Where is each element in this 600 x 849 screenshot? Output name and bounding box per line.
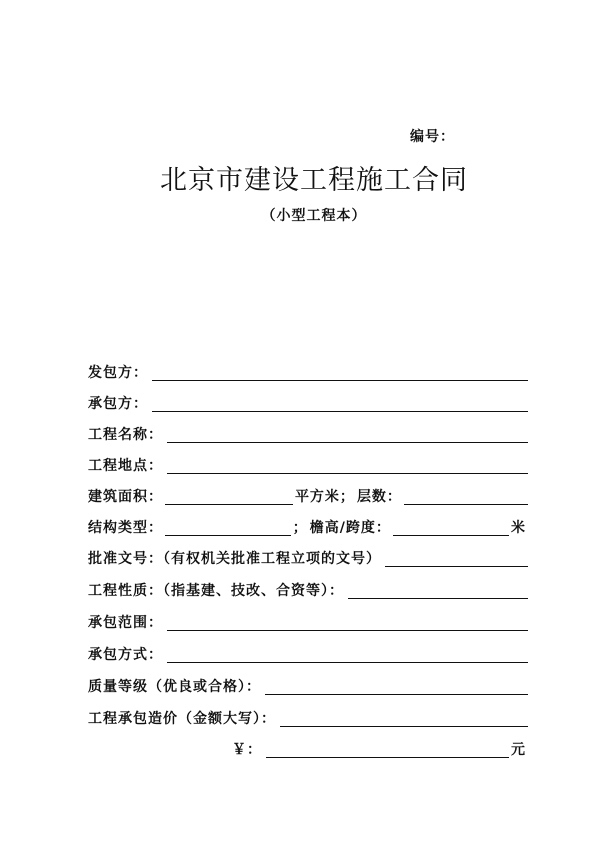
floors-label: 层数： [356,489,402,505]
price-field[interactable] [280,708,528,727]
project-location-field[interactable] [167,455,528,474]
floors-field[interactable] [404,486,528,505]
area-unit-label: 平方米； [294,489,355,505]
scope-row [88,611,528,631]
project-name-row [88,423,528,443]
scope-field[interactable] [167,612,528,631]
mode-field[interactable] [167,644,528,663]
building-area-label: 建筑面积： [88,489,163,505]
quality-field[interactable] [265,676,528,695]
structure-type-label: 结构类型： [88,520,163,536]
price-row [88,707,528,727]
mode-label: 承包方式： [88,647,163,663]
project-location-row [88,454,528,474]
eave-span-label: 檐高/跨度： [309,520,391,536]
meter-unit-label: 米 [511,520,526,536]
project-name-field[interactable] [167,424,528,443]
price-figure-field[interactable] [266,739,509,758]
structure-type-field[interactable] [165,517,291,536]
building-area-row [88,485,528,505]
approval-doc-row [88,547,528,567]
building-area-field[interactable] [165,486,293,505]
project-name-label: 工程名称： [88,427,163,443]
contractor-label: 承包方： [88,396,148,412]
price-figure-row [232,738,528,758]
approval-doc-label: 批准文号：（有权机关批准工程立项的文号） [88,551,381,567]
eave-span-field[interactable] [393,517,509,536]
structure-type-row [88,516,528,536]
document-title: 北京市建设工程施工合同 [160,165,468,196]
document-subtitle: （小型工程本） [261,208,367,224]
approval-doc-field[interactable] [385,548,528,567]
project-nature-label: 工程性质：（指基建、技改、合资等）： [88,583,344,599]
employer-field[interactable] [152,362,528,381]
employer-label: 发包方： [88,365,148,381]
mode-row [88,643,528,663]
project-nature-row [88,579,528,599]
scope-label: 承包范围： [88,615,163,631]
price-label: 工程承包造价（金额大写）： [88,711,276,727]
quality-row [88,675,528,695]
yuan-unit-label: 元 [511,742,526,758]
project-nature-field[interactable] [348,580,528,599]
contractor-field[interactable] [152,393,528,412]
contractor-row [88,392,528,412]
structure-semicolon: ； [292,520,308,536]
project-location-label: 工程地点： [88,458,163,474]
employer-row [88,361,528,381]
contract-number-label: 编号： [410,129,455,145]
quality-label: 质量等级（优良或合格）： [88,679,261,695]
yen-label: ￥： [232,742,262,758]
